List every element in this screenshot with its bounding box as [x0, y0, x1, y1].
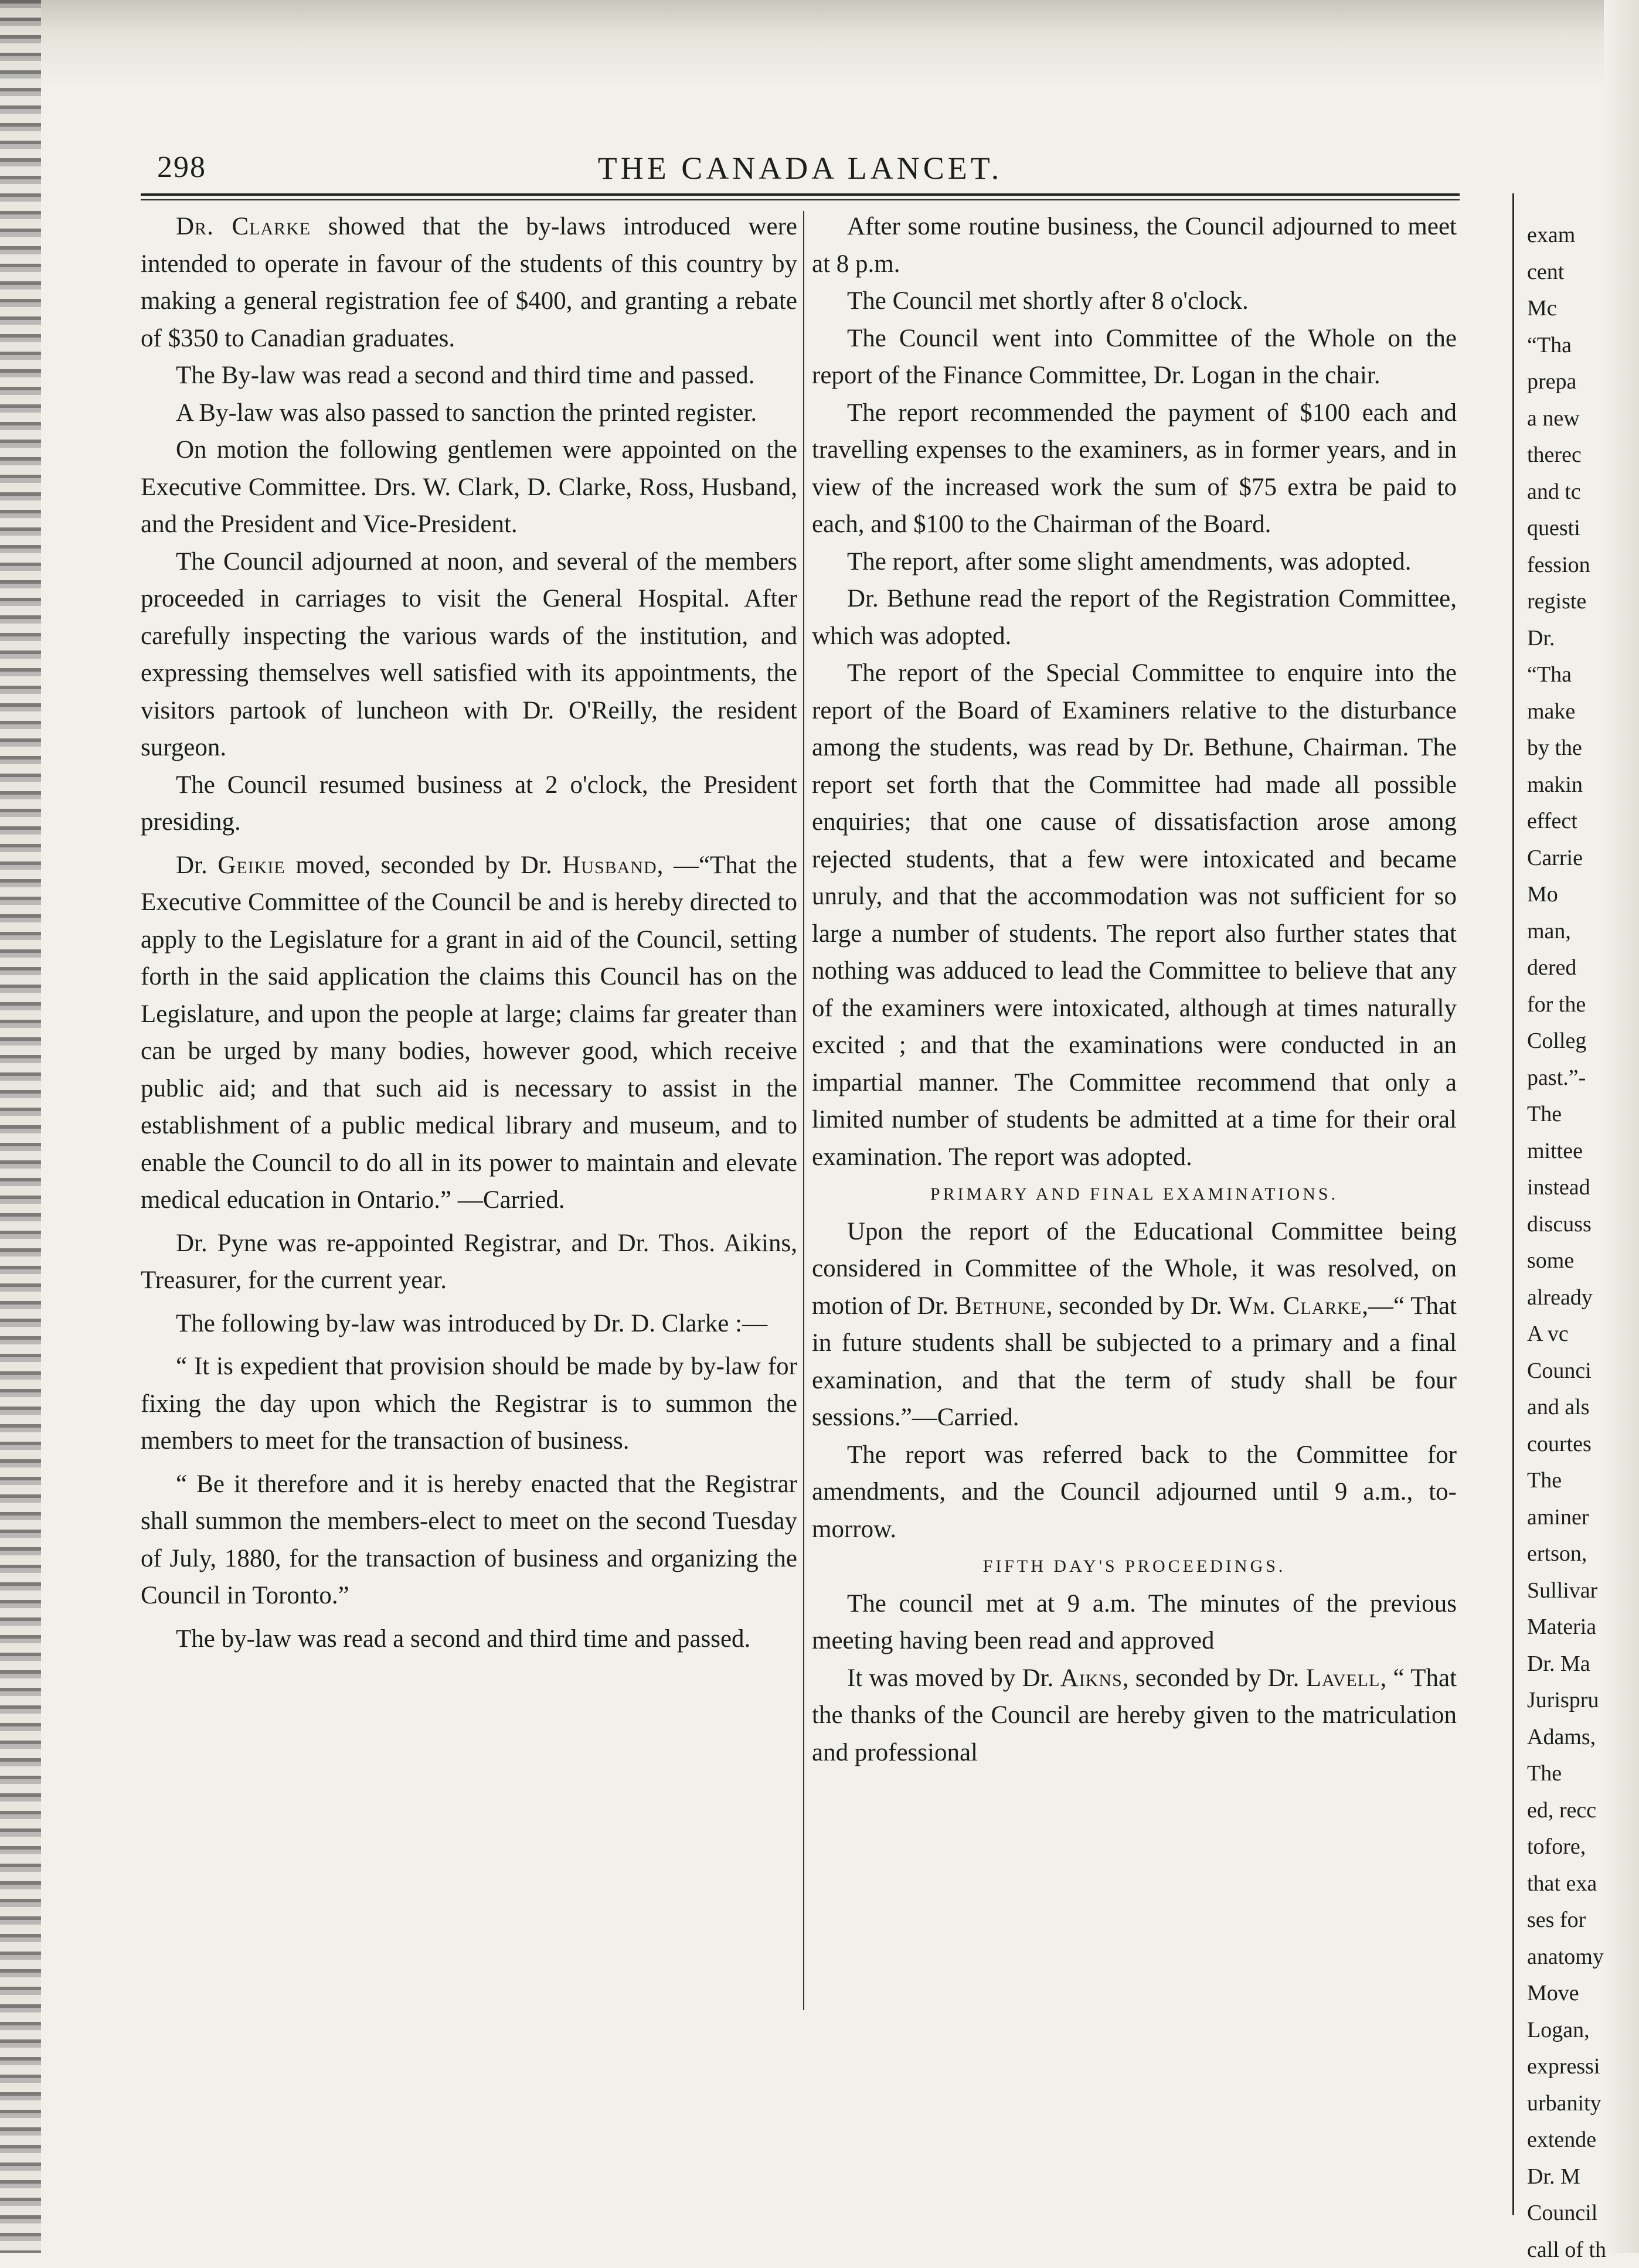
speaker-name: Dr. Clarke: [176, 213, 311, 240]
edge-fragment: The: [1527, 1462, 1615, 1499]
section-heading-primary-final: PRIMARY AND FINAL EXAMINATIONS.: [812, 1176, 1457, 1213]
left-paragraph-12: The by-law was read a second and third time and passed.: [141, 1620, 797, 1658]
edge-fragment: therec: [1527, 437, 1615, 474]
page-number: 298: [157, 150, 206, 185]
edge-fragment: man,: [1527, 913, 1615, 950]
left-paragraph-11: “ Be it therefore and it is hereby enacted that the Registrar shall summon the members-elect to meet on the second Tuesday of July, 1880, for the transaction of business and organizing the Council in Toronto.”: [141, 1466, 797, 1615]
right-paragraph-10: The council met at 9 a.m. The minutes of the previous meeting having been read and approved: [812, 1585, 1457, 1660]
edge-fragment: “Tha: [1527, 327, 1615, 364]
scan-edge-left: [0, 0, 41, 2253]
edge-fragment: by the: [1527, 730, 1615, 767]
left-paragraph-4: On motion the following gentlemen were appointed on the Executive Committee. Drs. W. Clark, D. Clarke, Ross, Husband, and the President and Vice-President.: [141, 431, 797, 543]
column-rule: [803, 211, 804, 2010]
right-paragraph-7: The report of the Special Committee to enquire into the report of the Board of Examiners relative to the disturbance among the students, was read by Dr. Bethune, Chairman. The report set forth that the Committee had made all possible enquiries; that one cause of dissatisfaction arose among rejected students, that a few were intoxicated and became unruly, and that the accommodation was not sufficient for so large a number of students. The report also further states that nothing was adduced to lead the Committee to believe that any of the examiners were intoxicated, although at times naturally excited ; and that the examinations were conducted in an impartial manner. The Committee recommend that only a limited number of students be admitted at a time for their oral examination. The report was adopted.: [812, 655, 1457, 1176]
edge-fragment: Council: [1527, 2195, 1615, 2232]
edge-fragment: exam: [1527, 217, 1615, 254]
speaker-name: Bethune: [955, 1292, 1046, 1320]
left-column: [141, 208, 797, 1657]
edge-fragment: and tc: [1527, 474, 1615, 510]
speaker-name: Geikie: [217, 852, 285, 879]
edge-fragment: Dr. M: [1527, 2158, 1615, 2195]
edge-fragment: prepa: [1527, 363, 1615, 400]
next-page-edge-column: [1527, 217, 1615, 2268]
right-paragraph-2: The Council met shortly after 8 o'clock.: [812, 282, 1457, 320]
edge-fragment: discuss: [1527, 1206, 1615, 1243]
journal-title: THE CANADA LANCET.: [141, 150, 1460, 186]
edge-fragment: already: [1527, 1279, 1615, 1316]
edge-fragment: registe: [1527, 583, 1615, 620]
edge-fragment: Adams,: [1527, 1719, 1615, 1756]
edge-fragment: a new: [1527, 400, 1615, 437]
left-paragraph-8: Dr. Pyne was re-appointed Registrar, and Dr. Thos. Aikins, Treasurer, for the current year.: [141, 1225, 797, 1299]
edge-fragment: past.”-: [1527, 1060, 1615, 1096]
right-paragraph-1: After some routine business, the Council adjourned to meet at 8 p.m.: [812, 208, 1457, 282]
right-column: [812, 208, 1457, 1771]
edge-fragment: A vc: [1527, 1316, 1615, 1353]
left-paragraph-10: “ It is expedient that provision should be made by by-law for fixing the day upon which the Registrar is to summon the members to meet for the transaction of business.: [141, 1348, 797, 1460]
right-paragraph-9: The report was referred back to the Committee for amendments, and the Council adjourned until 9 a.m., to-morrow.: [812, 1436, 1457, 1548]
edge-fragment: tofore,: [1527, 1828, 1615, 1865]
edge-fragment: instead: [1527, 1169, 1615, 1206]
right-paragraph-6: Dr. Bethune read the report of the Registration Committee, which was adopted.: [812, 580, 1457, 655]
edge-fragment: Logan,: [1527, 2012, 1615, 2049]
edge-fragment: Counci: [1527, 1353, 1615, 1390]
scan-edge-top: [0, 0, 1639, 88]
edge-fragment: ertson,: [1527, 1535, 1615, 1572]
edge-fragment: The: [1527, 1755, 1615, 1792]
edge-fragment: extende: [1527, 2121, 1615, 2158]
edge-fragment: Move: [1527, 1975, 1615, 2012]
left-paragraph-9: The following by-law was introduced by Dr. D. Clarke :—: [141, 1305, 797, 1343]
left-paragraph-1: Dr. Clarke showed that the by-laws introduced were intended to operate in favour of the students of this country by making a general registration fee of $400, and granting a rebate of $350 to Canadian graduates.: [141, 208, 797, 357]
edge-fragment: Mo: [1527, 876, 1615, 913]
edge-fragment: Dr.: [1527, 620, 1615, 657]
edge-fragment: Carrie: [1527, 840, 1615, 877]
right-paragraph-8: Upon the report of the Educational Committee being considered in Committee of the Whole, it was resolved, on motion of Dr. Bethune, seconded by Dr. Wm. Clarke,—“ That in future students shall be subjected to a primary and a final examination, and that the term of study shall be four sessions.”—Carried.: [812, 1213, 1457, 1436]
edge-fragment: make: [1527, 693, 1615, 730]
left-paragraph-5: The Council adjourned at noon, and several of the members proceeded in carriages to visit the General Hospital. After carefully inspecting the various wards of the institution, and expressing themselves well satisfied with its appointments, the visitors partook of luncheon with Dr. O'Reilly, the resident surgeon.: [141, 543, 797, 767]
left-paragraph-6: The Council resumed business at 2 o'clock, the President presiding.: [141, 767, 797, 841]
edge-fragment: Materia: [1527, 1609, 1615, 1646]
edge-fragment: fession: [1527, 547, 1615, 584]
speaker-name: Husband: [562, 852, 657, 879]
edge-fragment: Sullivar: [1527, 1572, 1615, 1609]
speaker-name: Aikns: [1060, 1664, 1123, 1692]
header-rule: [141, 193, 1460, 200]
edge-fragment: “Tha: [1527, 656, 1615, 693]
edge-fragment: Mc: [1527, 290, 1615, 327]
edge-fragment: some: [1527, 1242, 1615, 1279]
edge-fragment: expressi: [1527, 2048, 1615, 2085]
right-paragraph-5: The report, after some slight amendments, was adopted.: [812, 543, 1457, 581]
edge-fragment: Colleg: [1527, 1023, 1615, 1060]
left-paragraph-2: The By-law was read a second and third time and passed.: [141, 357, 797, 394]
edge-fragment: questi: [1527, 510, 1615, 547]
edge-fragment: The: [1527, 1096, 1615, 1133]
edge-fragment: call of th: [1527, 2232, 1615, 2268]
right-paragraph-11: It was moved by Dr. Aikns, seconded by Dr. Lavell, “ That the thanks of the Council are hereby given to the matriculation and professional: [812, 1660, 1457, 1772]
edge-fragment: mittee: [1527, 1133, 1615, 1170]
edge-fragment: ses for: [1527, 1902, 1615, 1939]
edge-fragment: aminer: [1527, 1499, 1615, 1536]
edge-fragment: urbanity: [1527, 2085, 1615, 2122]
right-paragraph-3: The Council went into Committee of the Whole on the report of the Finance Committee, Dr. Logan in the chair.: [812, 320, 1457, 394]
edge-fragment: that exa: [1527, 1865, 1615, 1902]
left-paragraph-3: A By-law was also passed to sanction the printed register.: [141, 394, 797, 432]
edge-fragment: anatomy: [1527, 1939, 1615, 1976]
edge-fragment: ed, recc: [1527, 1792, 1615, 1829]
speaker-name: Wm. Clarke: [1229, 1292, 1362, 1320]
right-paragraph-4: The report recommended the payment of $100 each and travelling expenses to the examiners, as in former years, and in view of the increased work the sum of $75 extra be paid to each, and $100 to the Chairman of the Board.: [812, 394, 1457, 543]
edge-fragment: for the: [1527, 986, 1615, 1023]
edge-fragment: Jurispru: [1527, 1682, 1615, 1719]
edge-fragment: effect: [1527, 803, 1615, 840]
section-heading-fifth-day: FIFTH DAY'S PROCEEDINGS.: [812, 1548, 1457, 1585]
left-paragraph-7: Dr. Geikie moved, seconded by Dr. Husband, —“That the Executive Committee of the Council be and is hereby directed to apply to the Legislature for a grant in aid of the Council, setting forth in the said application the claims this Council has on the Legislature, and upon the people at large; claims far greater than can be urged by many bodies, however good, which receive public aid; and that such aid is necessary to assist in the establishment of a public medical library and museum, and to enable the Council to do all in its power to maintain and elevate medical education in Ontario.” —Carried.: [141, 847, 797, 1219]
edge-fragment: dered: [1527, 949, 1615, 986]
edge-fragment: cent: [1527, 254, 1615, 291]
speaker-name: Lavell: [1306, 1664, 1380, 1692]
edge-fragment: courtes: [1527, 1426, 1615, 1463]
edge-fragment: and als: [1527, 1389, 1615, 1426]
edge-rule: [1512, 193, 1514, 2215]
edge-fragment: makin: [1527, 767, 1615, 803]
edge-fragment: Dr. Ma: [1527, 1646, 1615, 1683]
